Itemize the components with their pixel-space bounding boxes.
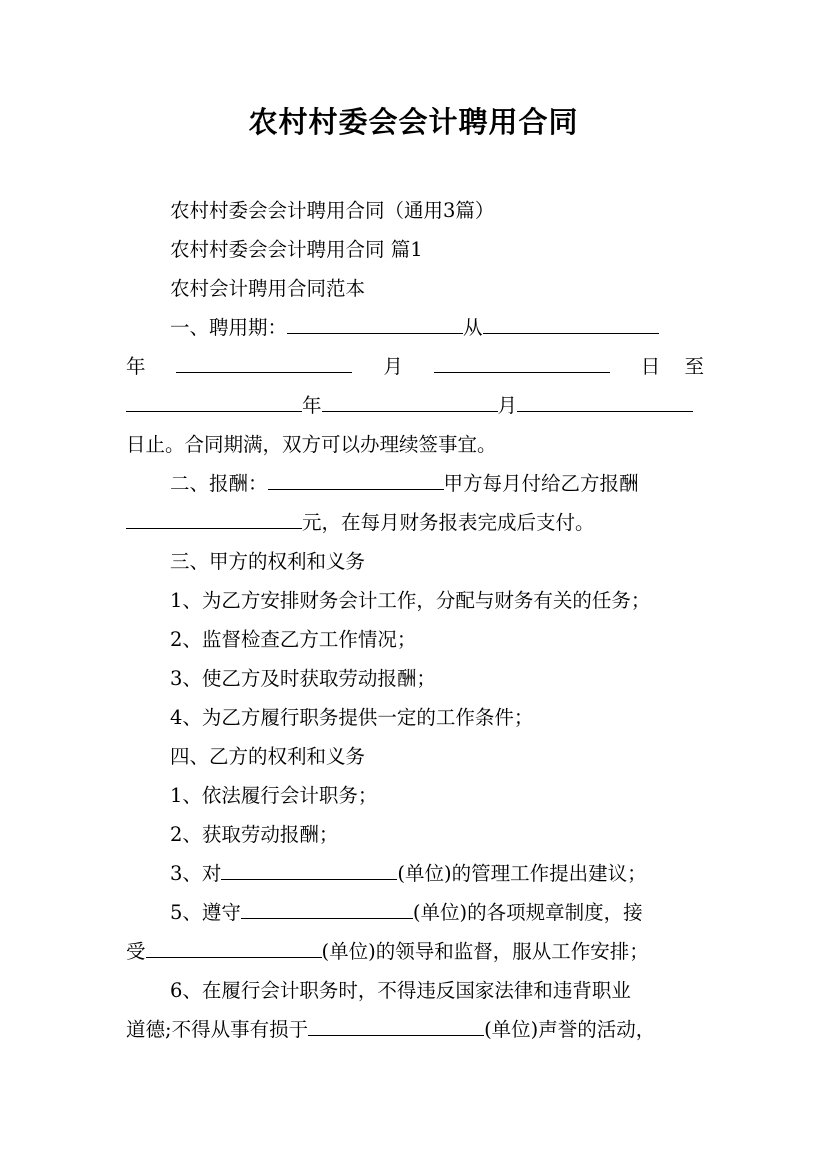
clause-term [170,315,704,341]
clause-text: 3、对 [170,862,222,885]
clause-term-end-date [126,393,704,419]
list-item [170,900,704,926]
blank-field [434,354,610,373]
list-item: 1、依法履行会计职务； [170,784,378,807]
clause-text: 元，在每月财务报表完成后支付。 [302,511,595,534]
clause-text: 道德;不得从事有损于 [126,1018,309,1041]
clause-text: (单位)的管理工作提出建议； [397,862,647,885]
clause-pay [170,471,704,497]
clause-text: 受 [126,940,146,963]
blank-field [483,315,659,334]
clause-label: 二、报酬： [170,472,268,495]
clause-text: (单位)的领导和监督，服从工作安排； [321,940,649,963]
clause-term-dates [126,354,704,380]
section-heading: 四、乙方的权利和义务 [170,745,366,768]
list-item: 2、获取劳动报酬； [170,823,339,846]
clause-label: 一、聘用期： [170,316,288,339]
list-item: 2、监督检查乙方工作情况； [170,628,417,651]
clause-text: (单位)的各项规章制度，接 [412,901,643,924]
clause-text: (单位)声誉的活动， [484,1018,656,1041]
blank-field [221,861,397,880]
list-item-cont [126,939,704,965]
clause-pay-cont [126,510,704,536]
clause-text: 5、遵守 [170,901,241,924]
list-item-cont [126,1017,704,1043]
blank-field [241,900,413,919]
list-item: 1、为乙方安排财务会计工作，分配与财务有关的任务； [170,589,651,612]
list-item: 3、使乙方及时获取劳动报酬； [170,667,436,690]
clause-text: 甲方每月付给乙方报酬 [443,472,639,495]
subheading: 农村会计聘用合同范本 [170,277,366,300]
clause-text: 日止。合同期满，双方可以办理续签事宜。 [126,433,497,456]
blank-field [176,354,352,373]
paragraph-heading: 农村村委会会计聘用合同（通用3篇） [170,199,495,222]
clause-text: 从 [463,316,483,339]
blank-field [322,393,498,412]
blank-field [146,939,322,958]
date-unit-month: 月 [497,394,518,417]
list-item: 4、为乙方履行职务提供一定的工作条件； [170,706,534,729]
list-item: 6、在履行会计职务时，不得违反国家法律和违背职业 [170,979,631,1002]
blank-field [287,315,463,334]
date-unit-day: 日 至 [640,355,704,378]
section-heading: 三、甲方的权利和义务 [170,550,366,573]
blank-field [308,1017,484,1036]
date-unit-year: 年 [302,394,322,417]
date-unit-year: 年 [126,355,146,378]
blank-field [517,393,693,412]
blank-field [268,471,444,490]
section-heading: 农村村委会会计聘用合同 篇1 [170,238,423,261]
document-title: 农村村委会会计聘用合同 [248,105,579,139]
blank-field [126,393,302,412]
blank-field [126,510,302,529]
date-unit-month: 月 [383,355,403,378]
list-item [170,861,704,887]
